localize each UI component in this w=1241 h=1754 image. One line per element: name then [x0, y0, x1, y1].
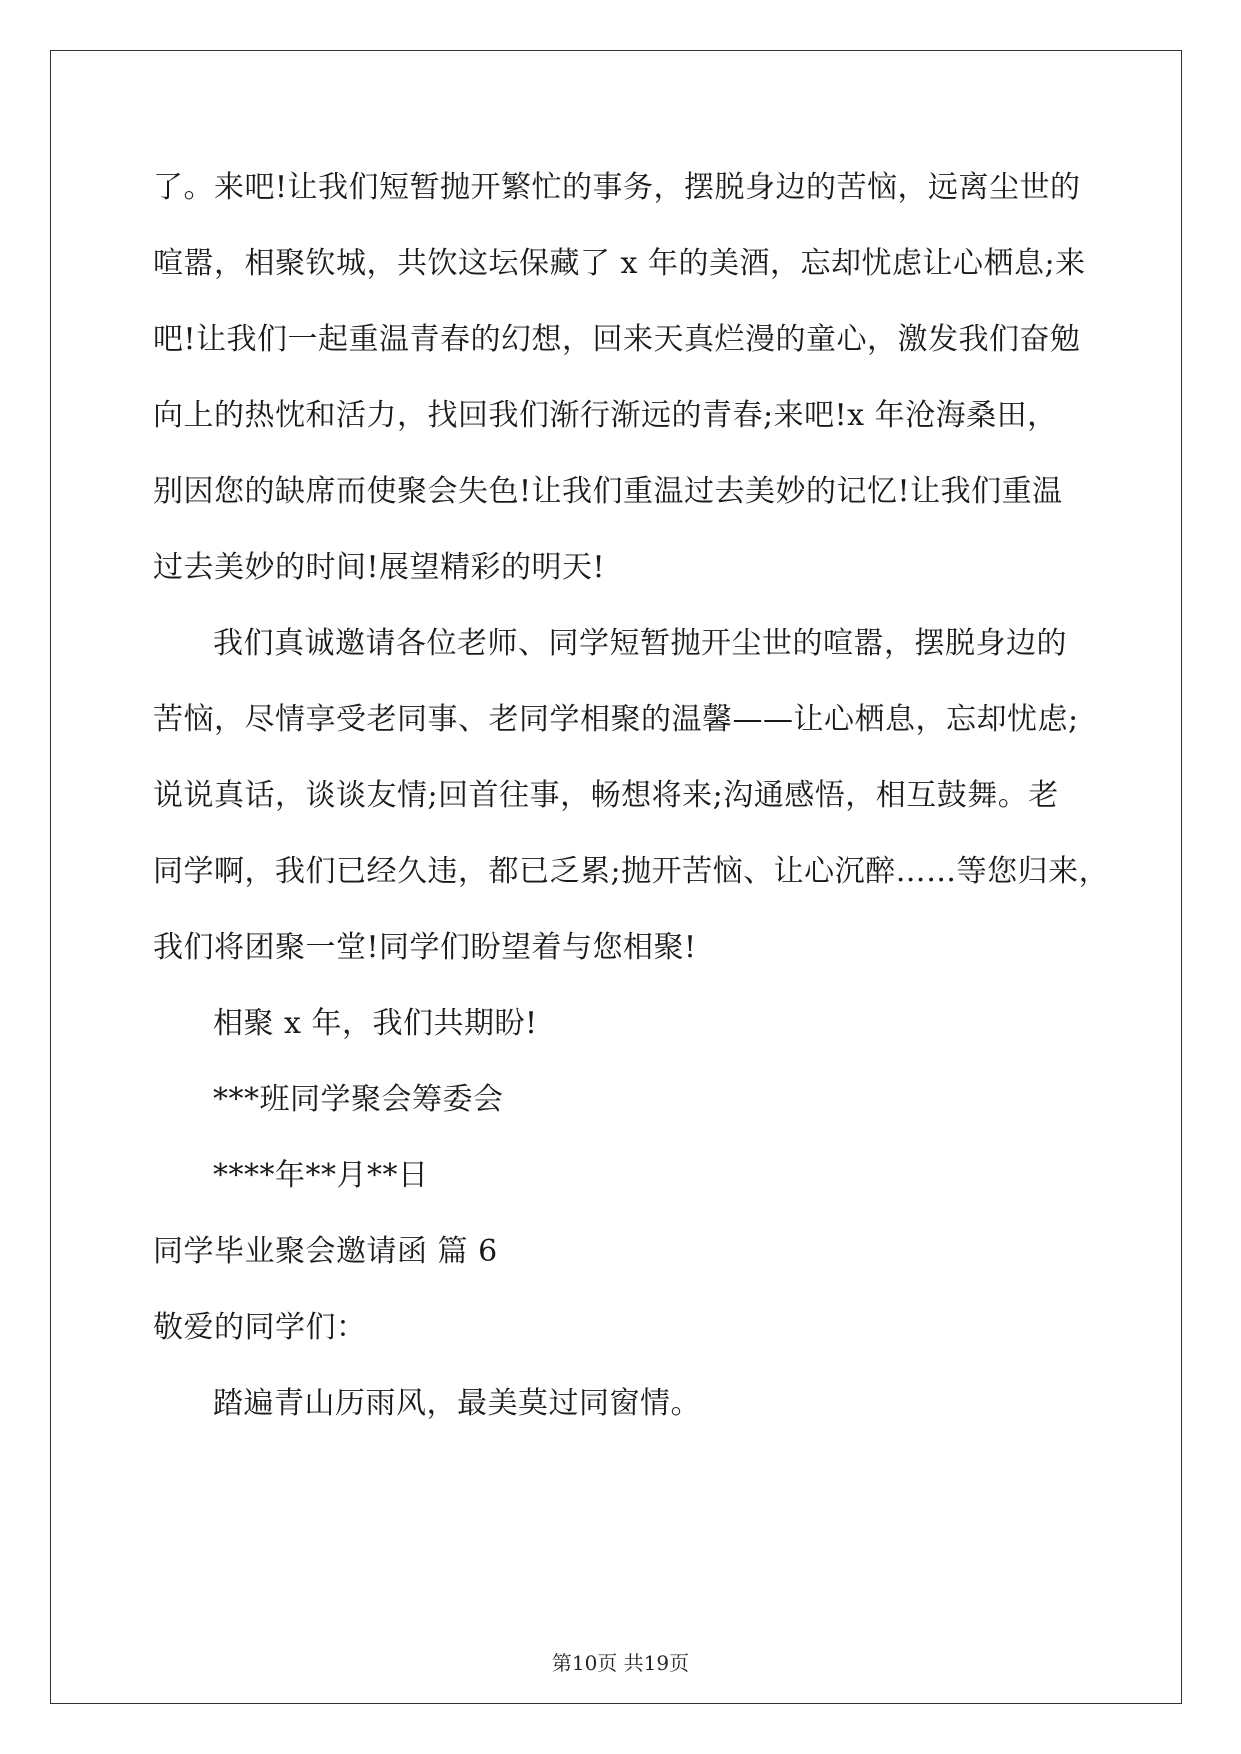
closing-line: 相聚 x 年，我们共期盼! [213, 1006, 538, 1041]
page-number: 第10页 共19页 [551, 1651, 690, 1675]
paragraph-line: 我们真诚邀请各位老师、同学短暂抛开尘世的喧嚣，摆脱身边的 [213, 626, 1067, 661]
signature-line: ***班同学聚会筹委会 [213, 1082, 504, 1117]
section-heading: 同学毕业聚会邀请函 篇 6 [153, 1234, 498, 1269]
paragraph-line: 别因您的缺席而使聚会失色!让我们重温过去美妙的记忆!让我们重温 [153, 474, 1063, 509]
paragraph-line: 说说真话，谈谈友情;回首往事，畅想将来;沟通感悟，相互鼓舞。老 [153, 778, 1059, 813]
salutation: 敬爱的同学们： [153, 1310, 367, 1345]
paragraph-line: 向上的热忱和活力，找回我们渐行渐远的青春;来吧!x 年沧海桑田， [153, 398, 1058, 433]
paragraph-line: 吧!让我们一起重温青春的幻想，回来天真烂漫的童心，激发我们奋勉 [153, 322, 1081, 357]
paragraph-line: 踏遍青山历雨风，最美莫过同窗情。 [213, 1386, 701, 1421]
paragraph-line: 过去美妙的时间!展望精彩的明天! [153, 550, 606, 585]
paragraph-line: 了。来吧!让我们短暂抛开繁忙的事务，摆脱身边的苦恼，远离尘世的 [153, 170, 1081, 205]
paragraph-line: 喧嚣，相聚钦城，共饮这坛保藏了 x 年的美酒，忘却忧虑让心栖息;来 [153, 246, 1086, 281]
paragraph-line: 苦恼，尽情享受老同事、老同学相聚的温馨——让心栖息，忘却忧虑; [153, 702, 1079, 737]
paragraph-line: 我们将团聚一堂!同学们盼望着与您相聚! [153, 930, 697, 965]
paragraph-line: 同学啊，我们已经久违，都已乏累;抛开苦恼、让心沉醉……等您归来， [153, 854, 1110, 889]
date-line: ****年**月**日 [213, 1158, 429, 1193]
